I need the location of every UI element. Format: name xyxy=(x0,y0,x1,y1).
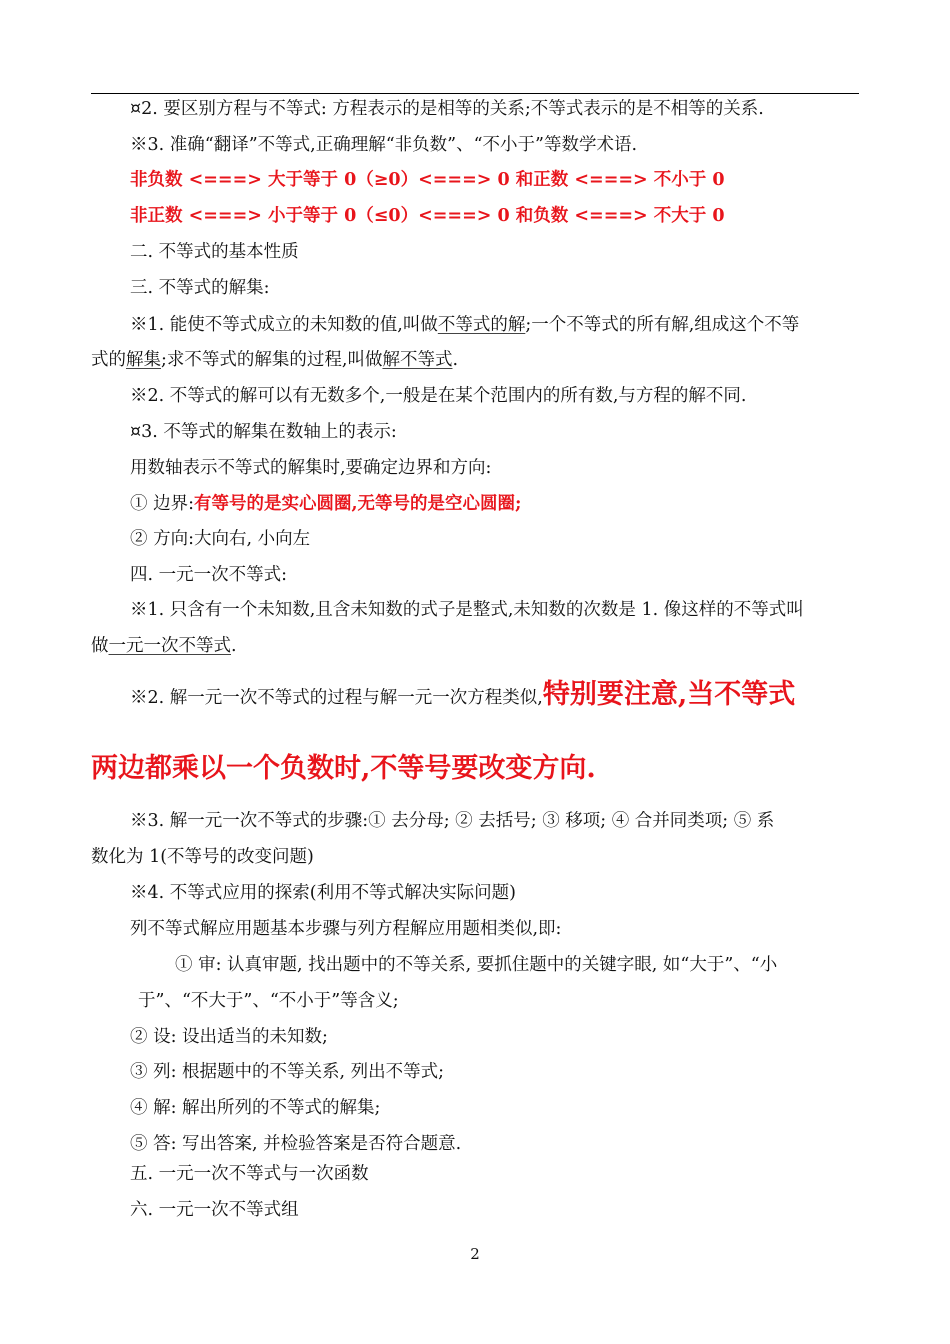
section-heading: 六. 一元一次不等式组 xyxy=(130,1200,299,1220)
text-line xyxy=(130,678,795,715)
text-line: ④ 解: 解出所列的不等式的解集; xyxy=(130,1098,381,1118)
section-heading: 三. 不等式的解集: xyxy=(130,278,270,298)
term-underlined: 解集 xyxy=(126,350,161,370)
text-line: ⑤ 答: 写出答案, 并检验答案是否符合题意. xyxy=(130,1134,462,1154)
term-underlined: 一元一次不等式 xyxy=(108,636,231,656)
text-fragment: . xyxy=(452,350,459,370)
highlight-large: 两边都乘以一个负数时,不等号要改变方向. xyxy=(91,753,596,784)
text-fragment: 式的 xyxy=(91,350,126,370)
section-heading: 二. 不等式的基本性质 xyxy=(130,242,299,262)
highlight-line: 非正数 <===> 小于等于 0（≤0）<===> 0 和负数 <===> 不大于 0 xyxy=(130,206,725,226)
text-fragment: ※2. 解一元一次不等式的过程与解一元一次方程类似, xyxy=(130,688,543,708)
text-line: ① 审: 认真审题, 找出题中的不等关系, 要抓住题中的关键字眼, 如“大于”、“小 xyxy=(175,955,778,975)
text-line: 用数轴表示不等式的解集时,要确定边界和方向: xyxy=(130,458,492,478)
header-rule xyxy=(91,93,859,94)
section-heading: 五. 一元一次不等式与一次函数 xyxy=(130,1164,369,1184)
text-fragment: ※1. 能使不等式成立的未知数的值,叫做 xyxy=(130,315,438,335)
text-line xyxy=(91,634,237,658)
text-line: 于”、“不大于”、“不小于”等含义; xyxy=(138,991,399,1011)
term-underlined: 不等式的解 xyxy=(437,315,526,335)
text-line: ※2. 不等式的解可以有无数多个,一般是在某个范围内的所有数,与方程的解不同. xyxy=(130,386,747,406)
term-underlined: 解不等式 xyxy=(382,350,453,370)
text-line xyxy=(130,313,799,337)
text-line: ※3. 准确“翻译”不等式,正确理解“非负数”、“不小于”等数学术语. xyxy=(130,135,638,155)
text-line: ※3. 解一元一次不等式的步骤:① 去分母; ② 去括号; ③ 移项; ④ 合并同类项; ⑤ 系 xyxy=(130,811,775,831)
page-number: 2 xyxy=(470,1245,480,1263)
text-fragment: . xyxy=(231,636,237,656)
text-line: ※1. 只含有一个未知数,且含未知数的式子是整式,未知数的次数是 1. 像这样的不等式叫 xyxy=(130,600,804,620)
text-line: ¤2. 要区别方程与不等式: 方程表示的是相等的关系;不等式表示的是不相等的关系. xyxy=(130,99,764,119)
section-heading: 四. 一元一次不等式: xyxy=(130,565,288,585)
text-line xyxy=(130,492,522,516)
text-fragment: ;一个不等式的所有解,组成这个不等 xyxy=(525,315,800,335)
highlight-large: 特别要注意,当不等式 xyxy=(542,679,796,710)
text-line: 数化为 1(不等号的改变问题) xyxy=(91,847,314,867)
text-fragment: ;求不等式的解集的过程,叫做 xyxy=(161,350,383,370)
highlight-fragment: 有等号的是实心圆圈,无等号的是空心圆圈; xyxy=(193,494,522,514)
highlight-line: 非负数 <===> 大于等于 0（≥0）<===> 0 和正数 <===> 不小于 0 xyxy=(130,170,725,190)
text-line: ③ 列: 根据题中的不等关系, 列出不等式; xyxy=(130,1062,445,1082)
text-line: ※4. 不等式应用的探索(利用不等式解决实际问题) xyxy=(130,883,516,903)
text-fragment: ① 边界: xyxy=(130,494,194,514)
text-line: ② 设: 设出适当的未知数; xyxy=(130,1027,328,1047)
text-line: 列不等式解应用题基本步骤与列方程解应用题相类似,即: xyxy=(130,919,562,939)
text-line: ¤3. 不等式的解集在数轴上的表示: xyxy=(130,422,397,442)
text-line xyxy=(91,348,458,372)
text-fragment: 做 xyxy=(91,636,109,656)
text-line: ② 方向:大向右, 小向左 xyxy=(130,529,311,549)
